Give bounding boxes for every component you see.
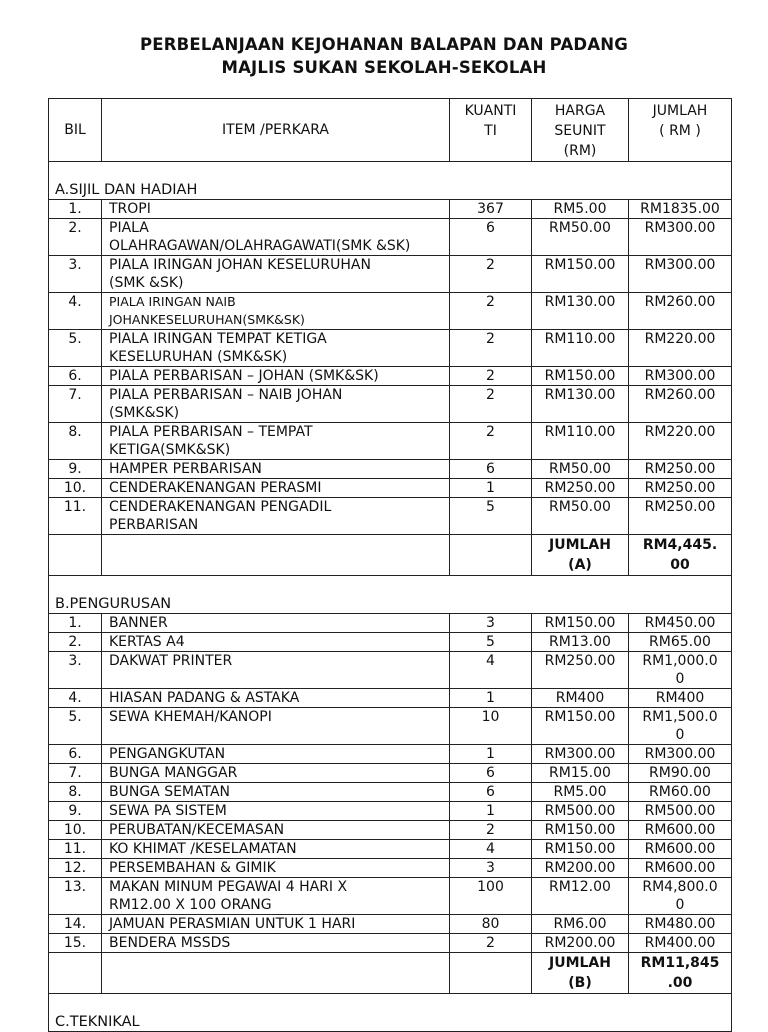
row-unit-price: RM15.00 [532, 764, 629, 783]
row-total: RM260.00 [629, 293, 732, 330]
row-unit-price: RM200.00 [532, 934, 629, 953]
document-title-line-1: PERBELANJAAN KEJOHANAN BALAPAN DAN PADANG [139, 35, 629, 54]
row-number: 2. [49, 219, 102, 256]
empty-cell [102, 953, 450, 994]
row-unit-price: RM13.00 [532, 633, 629, 652]
row-unit-price: RM110.00 [532, 330, 629, 367]
row-unit-price: RM130.00 [532, 386, 629, 423]
table-row [49, 878, 732, 915]
row-total: RM500.00 [629, 802, 732, 821]
table-row [49, 367, 732, 386]
row-total: RM300.00 [629, 745, 732, 764]
row-unit-price: RM400 [532, 689, 629, 708]
header-kuantiti: KUANTI TI [450, 99, 532, 162]
row-total: RM450.00 [629, 614, 732, 633]
row-number: 10. [49, 821, 102, 840]
row-item: BUNGA MANGGAR [102, 764, 450, 783]
row-total: RM600.00 [629, 840, 732, 859]
row-total: RM250.00 [629, 498, 732, 535]
row-number: 2. [49, 633, 102, 652]
table-row [49, 256, 732, 293]
table-row [49, 614, 732, 633]
subtotal-row [49, 953, 732, 994]
row-item: HIASAN PADANG & ASTAKA [102, 689, 450, 708]
row-unit-price: RM50.00 [532, 219, 629, 256]
row-total: RM1,500.0 0 [629, 708, 732, 745]
row-unit-price: RM150.00 [532, 256, 629, 293]
row-item: SEWA KHEMAH/KANOPI [102, 708, 450, 745]
row-item: PIALA IRINGAN NAIB JOHANKESELURUHAN(SMK&SK) [102, 293, 450, 330]
row-quantity: 1 [450, 745, 532, 764]
table-row [49, 460, 732, 479]
empty-cell [450, 535, 532, 576]
row-quantity: 2 [450, 330, 532, 367]
table-row [49, 802, 732, 821]
row-number: 1. [49, 614, 102, 633]
row-item: CENDERAKENANGAN PENGADIL PERBARISAN [102, 498, 450, 535]
row-item: BANNER [102, 614, 450, 633]
row-unit-price: RM150.00 [532, 821, 629, 840]
table-row [49, 498, 732, 535]
row-number: 12. [49, 859, 102, 878]
subtotal-label: JUMLAH (A) [532, 535, 629, 576]
row-number: 7. [49, 386, 102, 423]
row-number: 9. [49, 460, 102, 479]
row-quantity: 6 [450, 764, 532, 783]
row-total: RM220.00 [629, 423, 732, 460]
row-total: RM4,800.0 0 [629, 878, 732, 915]
row-item: DAKWAT PRINTER [102, 652, 450, 689]
row-total: RM250.00 [629, 479, 732, 498]
row-number: 5. [49, 708, 102, 745]
row-item: JAMUAN PERASMIAN UNTUK 1 HARI [102, 915, 450, 934]
section-heading: C.TEKNIKAL [49, 994, 732, 1032]
row-unit-price: RM50.00 [532, 498, 629, 535]
row-item: PERUBATAN/KECEMASAN [102, 821, 450, 840]
row-quantity: 6 [450, 460, 532, 479]
row-quantity: 4 [450, 652, 532, 689]
table-row [49, 783, 732, 802]
section-heading: B.PENGURUSAN [49, 576, 732, 614]
row-unit-price: RM5.00 [532, 200, 629, 219]
row-total: RM60.00 [629, 783, 732, 802]
row-number: 5. [49, 330, 102, 367]
table-row [49, 821, 732, 840]
row-number: 15. [49, 934, 102, 953]
section-heading-row [49, 162, 732, 200]
table-row [49, 915, 732, 934]
table-header-row [49, 99, 732, 162]
row-item: PENGANGKUTAN [102, 745, 450, 764]
row-total: RM90.00 [629, 764, 732, 783]
row-quantity: 367 [450, 200, 532, 219]
row-number: 4. [49, 689, 102, 708]
table-row [49, 840, 732, 859]
row-unit-price: RM110.00 [532, 423, 629, 460]
row-quantity: 2 [450, 423, 532, 460]
row-total: RM65.00 [629, 633, 732, 652]
header-harga: HARGA SEUNIT (RM) [532, 99, 629, 162]
document-title-line-2: MAJLIS SUKAN SEKOLAH-SEKOLAH [221, 58, 547, 77]
row-total: RM220.00 [629, 330, 732, 367]
row-quantity: 2 [450, 367, 532, 386]
row-number: 6. [49, 367, 102, 386]
row-number: 13. [49, 878, 102, 915]
row-number: 14. [49, 915, 102, 934]
row-unit-price: RM6.00 [532, 915, 629, 934]
row-item: BENDERA MSSDS [102, 934, 450, 953]
row-unit-price: RM500.00 [532, 802, 629, 821]
row-unit-price: RM130.00 [532, 293, 629, 330]
subtotal-value: RM11,845 .00 [629, 953, 732, 994]
row-quantity: 6 [450, 219, 532, 256]
row-unit-price: RM5.00 [532, 783, 629, 802]
section-heading-row [49, 576, 732, 614]
row-quantity: 6 [450, 783, 532, 802]
row-total: RM400.00 [629, 934, 732, 953]
table-row [49, 219, 732, 256]
table-row [49, 745, 732, 764]
row-total: RM300.00 [629, 256, 732, 293]
row-total: RM480.00 [629, 915, 732, 934]
header-item: ITEM /PERKARA [102, 99, 450, 162]
row-quantity: 4 [450, 840, 532, 859]
row-total: RM600.00 [629, 821, 732, 840]
row-number: 11. [49, 498, 102, 535]
row-number: 8. [49, 423, 102, 460]
header-jumlah: JUMLAH ( RM ) [629, 99, 732, 162]
row-unit-price: RM150.00 [532, 840, 629, 859]
row-number: 1. [49, 200, 102, 219]
row-item: KO KHIMAT /KESELAMATAN [102, 840, 450, 859]
table-row [49, 764, 732, 783]
row-total: RM250.00 [629, 460, 732, 479]
row-number: 9. [49, 802, 102, 821]
table-row [49, 293, 732, 330]
row-quantity: 100 [450, 878, 532, 915]
row-item: TROPI [102, 200, 450, 219]
subtotal-value: RM4,445. 00 [629, 535, 732, 576]
row-total: RM1835.00 [629, 200, 732, 219]
row-item: BUNGA SEMATAN [102, 783, 450, 802]
row-unit-price: RM50.00 [532, 460, 629, 479]
header-bil: BIL [49, 99, 102, 162]
row-quantity: 2 [450, 256, 532, 293]
row-item: KERTAS A4 [102, 633, 450, 652]
row-quantity: 2 [450, 934, 532, 953]
subtotal-row [49, 535, 732, 576]
row-item: PIALA IRINGAN TEMPAT KETIGA KESELURUHAN (SMK&SK) [102, 330, 450, 367]
table-row [49, 386, 732, 423]
table-row [49, 330, 732, 367]
row-unit-price: RM250.00 [532, 652, 629, 689]
row-number: 8. [49, 783, 102, 802]
subtotal-label: JUMLAH (B) [532, 953, 629, 994]
row-unit-price: RM300.00 [532, 745, 629, 764]
row-number: 3. [49, 652, 102, 689]
row-total: RM600.00 [629, 859, 732, 878]
row-quantity: 2 [450, 821, 532, 840]
row-item: PIALA PERBARISAN – JOHAN (SMK&SK) [102, 367, 450, 386]
table-row [49, 200, 732, 219]
row-item: HAMPER PERBARISAN [102, 460, 450, 479]
row-unit-price: RM200.00 [532, 859, 629, 878]
table-row [49, 633, 732, 652]
row-item: PIALA PERBARISAN – NAIB JOHAN (SMK&SK) [102, 386, 450, 423]
row-quantity: 3 [450, 859, 532, 878]
row-quantity: 5 [450, 498, 532, 535]
table-row [49, 652, 732, 689]
table-row [49, 689, 732, 708]
row-unit-price: RM150.00 [532, 708, 629, 745]
row-unit-price: RM12.00 [532, 878, 629, 915]
row-unit-price: RM150.00 [532, 367, 629, 386]
row-total: RM400 [629, 689, 732, 708]
table-row [49, 859, 732, 878]
table-row [49, 934, 732, 953]
row-item: SEWA PA SISTEM [102, 802, 450, 821]
row-item: PERSEMBAHAN & GIMIK [102, 859, 450, 878]
empty-cell [49, 953, 102, 994]
row-quantity: 10 [450, 708, 532, 745]
row-total: RM1,000.0 0 [629, 652, 732, 689]
table-row [49, 479, 732, 498]
row-item: PIALA OLAHRAGAWAN/OLAHRAGAWATI(SMK &SK) [102, 219, 450, 256]
row-number: 10. [49, 479, 102, 498]
row-total: RM300.00 [629, 219, 732, 256]
section-heading: A.SIJIL DAN HADIAH [49, 162, 732, 200]
table-row [49, 423, 732, 460]
row-total: RM260.00 [629, 386, 732, 423]
row-item: MAKAN MINUM PEGAWAI 4 HARI X RM12.00 X 100 ORANG [102, 878, 450, 915]
row-item: PIALA IRINGAN JOHAN KESELURUHAN (SMK &SK) [102, 256, 450, 293]
row-unit-price: RM250.00 [532, 479, 629, 498]
row-quantity: 5 [450, 633, 532, 652]
row-quantity: 1 [450, 479, 532, 498]
empty-cell [450, 953, 532, 994]
table-row [49, 708, 732, 745]
row-number: 7. [49, 764, 102, 783]
row-item: PIALA PERBARISAN – TEMPAT KETIGA(SMK&SK) [102, 423, 450, 460]
row-quantity: 1 [450, 802, 532, 821]
row-number: 4. [49, 293, 102, 330]
row-quantity: 3 [450, 614, 532, 633]
row-number: 3. [49, 256, 102, 293]
row-item: CENDERAKENANGAN PERASMI [102, 479, 450, 498]
row-total: RM300.00 [629, 367, 732, 386]
row-unit-price: RM150.00 [532, 614, 629, 633]
empty-cell [49, 535, 102, 576]
section-heading-row [49, 994, 732, 1032]
empty-cell [102, 535, 450, 576]
row-quantity: 2 [450, 386, 532, 423]
row-number: 11. [49, 840, 102, 859]
row-quantity: 2 [450, 293, 532, 330]
budget-table [48, 98, 732, 1032]
row-quantity: 80 [450, 915, 532, 934]
row-quantity: 1 [450, 689, 532, 708]
row-number: 6. [49, 745, 102, 764]
